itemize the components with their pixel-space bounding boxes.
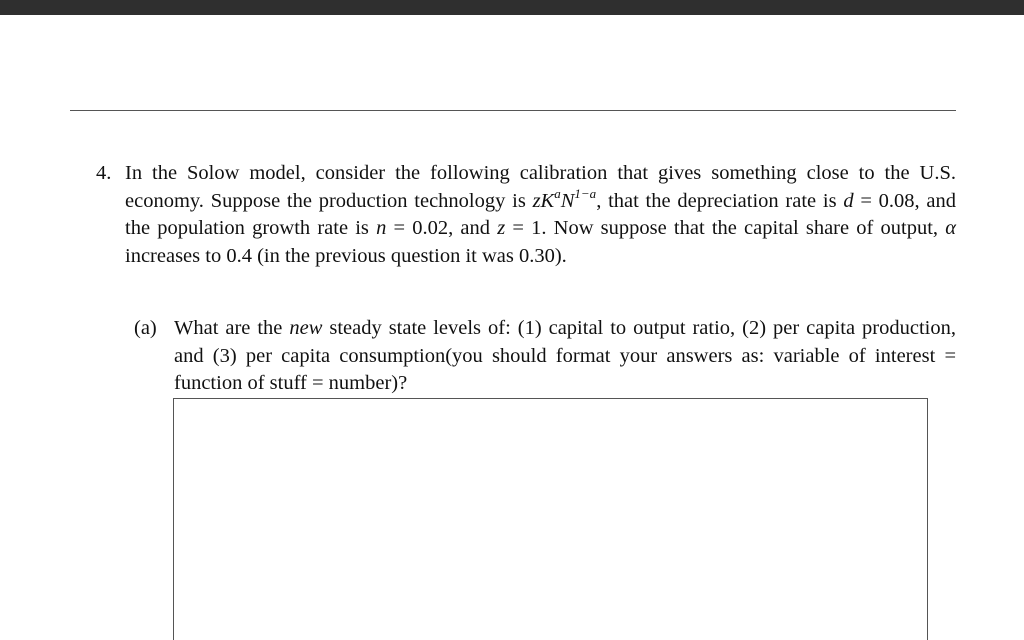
technology-variable: z bbox=[497, 217, 506, 239]
question-end: increases to 0.4 (in the previous question it was 0.30). bbox=[125, 244, 567, 267]
question-text bbox=[125, 160, 956, 270]
answer-box[interactable] bbox=[173, 398, 928, 640]
exponent-one-minus-a: 1−a bbox=[574, 185, 597, 201]
production-zk: zK bbox=[532, 189, 555, 212]
depreciation-variable: d bbox=[843, 189, 854, 212]
technology-value: = 1. Now suppose that the capital share of output, bbox=[505, 217, 946, 239]
subquestion-emphasis: new bbox=[289, 317, 323, 339]
population-variable: n bbox=[376, 217, 387, 239]
question-number: 4. bbox=[96, 162, 112, 184]
question-intro: In the Solow model, consider the following calibration that gives something close to the U.S. economy. Suppose the production technology is bbox=[125, 162, 956, 212]
subquestion-label: (a) bbox=[134, 317, 157, 339]
depreciation-value: = 0.08, and the population growth rate is bbox=[125, 189, 956, 239]
question-mid: , that the depreciation rate is bbox=[596, 189, 844, 212]
exponent-a: a bbox=[554, 185, 561, 201]
top-bar bbox=[0, 0, 1024, 15]
production-n: N bbox=[560, 189, 575, 212]
question-4 bbox=[96, 160, 956, 270]
subquestion-a bbox=[134, 315, 956, 398]
subquestion-text bbox=[174, 315, 956, 398]
population-value: = 0.02, and bbox=[386, 217, 498, 239]
horizontal-rule bbox=[70, 110, 956, 111]
subquestion-after: steady state levels of: (1) capital to output ratio, (2) per capita production, and (3) per capita consumption(you should format your answers as: variable of interest = function of stuff = number)? bbox=[174, 317, 956, 394]
subquestion-before: What are the bbox=[174, 317, 290, 339]
production-function bbox=[532, 185, 597, 212]
alpha-variable: α bbox=[945, 217, 956, 239]
